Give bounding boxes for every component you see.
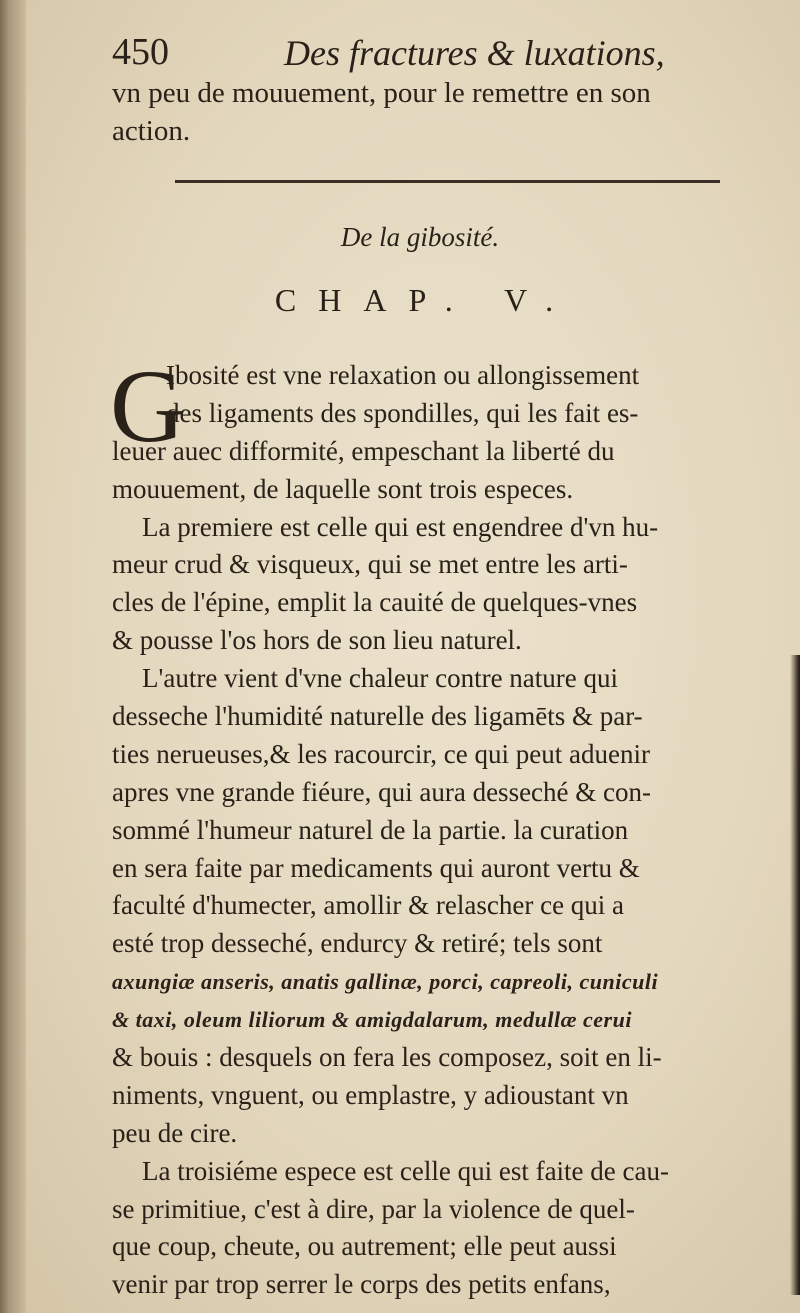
text-line: desseche l'humidité naturelle des ligamēts & par- bbox=[112, 701, 643, 732]
page-edge-shadow bbox=[790, 655, 800, 1295]
latin-text-line: & taxi, oleum liliorum & amigdalarum, medullæ cerui bbox=[112, 1007, 632, 1033]
text-line: L'autre vient d'vne chaleur contre nature qui bbox=[142, 663, 619, 694]
text-line: faculté d'humecter, amollir & relascher ce qui a bbox=[112, 890, 625, 921]
text-line: que coup, cheute, ou autrement; elle peut aussi bbox=[112, 1231, 617, 1262]
text-line: mouuement, de laquelle sont trois especes. bbox=[112, 473, 574, 504]
text-line: ties nerueuses,& les racourcir, ce qui peut aduenir bbox=[112, 738, 650, 769]
text-line: & pousse l'os hors de son lieu naturel. bbox=[112, 625, 522, 656]
text-line: esté trop desseché, endurcy & retiré; tels sont bbox=[112, 928, 603, 959]
running-title: Des fractures & luxations, bbox=[284, 33, 665, 73]
chapter-body bbox=[110, 349, 762, 1304]
text-line: venir par trop serrer le corps des petits enfans, bbox=[112, 1269, 611, 1300]
text-line: & bouis : desquels on fera les composez, soit en li- bbox=[112, 1042, 662, 1073]
text-line: des ligaments des spondilles, qui les fait es- bbox=[166, 397, 639, 428]
text-line: action. bbox=[112, 115, 191, 147]
text-line: peu de cire. bbox=[112, 1117, 238, 1148]
text-line: La troisiéme espece est celle qui est faite de cau- bbox=[142, 1155, 669, 1186]
text-line: se primitiue, c'est à dire, par la violence de quel- bbox=[112, 1193, 635, 1224]
continuation-paragraph bbox=[112, 74, 774, 150]
text-line: niments, vnguent, ou emplastre, y adioustant vn bbox=[112, 1079, 629, 1110]
section-title: De la gibosité. bbox=[340, 222, 500, 252]
text-line: meur crud & visqueux, qui se met entre les arti- bbox=[112, 549, 628, 580]
latin-text-line: axungiæ anseris, anatis gallinæ, porci, capreoli, cuniculi bbox=[112, 969, 659, 995]
text-line: La premiere est celle qui est engendree d'vn hu- bbox=[142, 511, 659, 542]
page-number: 450 bbox=[112, 31, 169, 73]
text-line: Ibosité est vne relaxation ou allongissement bbox=[166, 360, 640, 390]
text-line: sommé l'humeur naturel de la partie. la curation bbox=[112, 814, 629, 845]
page-binding-shadow bbox=[0, 0, 26, 1313]
page-header bbox=[112, 26, 762, 76]
text-line: apres vne grande fiéure, qui aura desseché & con- bbox=[112, 776, 651, 807]
text-line: en sera faite par medicaments qui auront vertu & bbox=[112, 852, 640, 883]
chapter-heading: CHAP. V. bbox=[274, 282, 576, 318]
text-line: cles de l'épine, emplit la cauité de quelques-vnes bbox=[112, 587, 638, 618]
drop-cap: G bbox=[110, 349, 186, 464]
section-divider bbox=[175, 180, 720, 183]
text-line: vn peu de mouuement, pour le remettre en son bbox=[112, 77, 651, 109]
text-line: leuer auec difformité, empeschant la liberté du bbox=[112, 435, 615, 466]
